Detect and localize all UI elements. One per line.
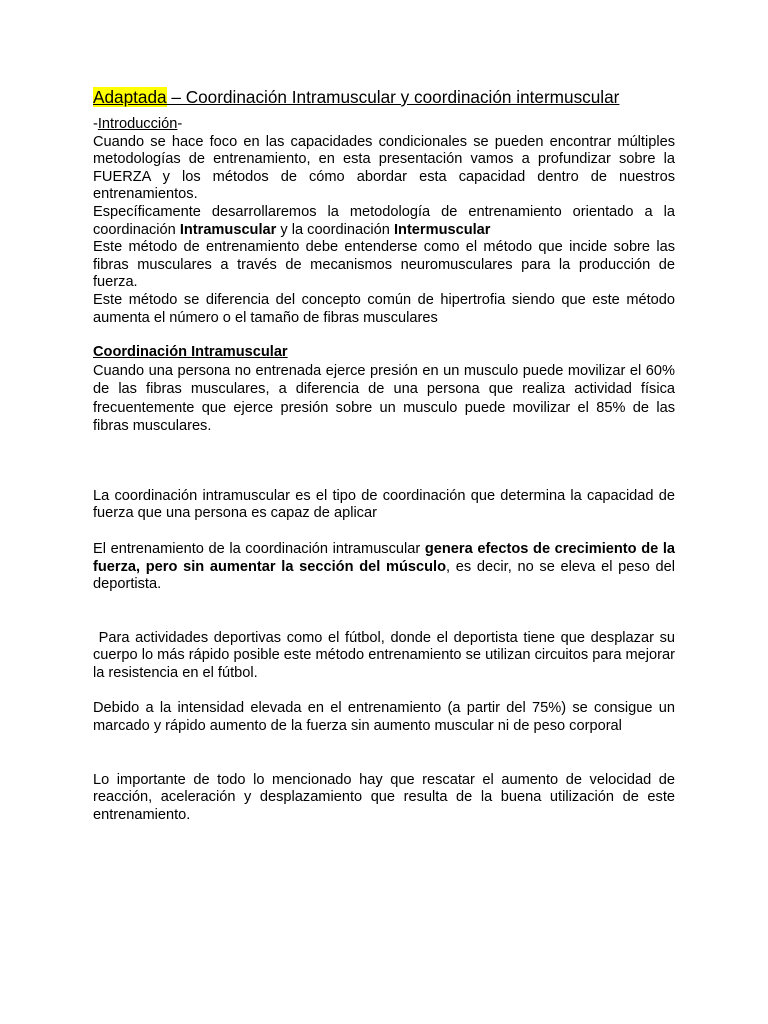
title-highlight: Adaptada	[93, 87, 167, 107]
intro-paragraph-4: Este método se diferencia del concepto común de hipertrofia siendo que este método aumenta el número o el tamaño de fibras musculares	[93, 291, 675, 326]
intro-paragraph-3: Este método de entrenamiento debe entenderse como el método que incide sobre las fibras musculares a través de mecanismos neuromusculares para la producción de fuerza.	[93, 239, 675, 291]
title-text: – Coordinación Intramuscular y coordinación intermuscular	[166, 87, 620, 107]
intramuscular-heading: Coordinación Intramuscular	[93, 344, 288, 361]
intro-paragraph-1: Cuando se hace foco en las capacidades condicionales se pueden encontrar múltiples metodologías de entrenamiento, en esta presentación vamos a profundizar sobre la FUERZA y los métodos de cómo abordar esta capacidad dentro de nuestros entrenamientos.	[93, 133, 675, 203]
intro-label-text: Introducción	[97, 116, 178, 132]
document-title	[93, 86, 675, 108]
document-page	[93, 86, 680, 824]
intra-emphasis: genera efectos de crecimiento de la fuerza, pero sin aumentar la sección del músculo	[93, 540, 675, 575]
intermuscular-term: Intermuscular	[393, 221, 491, 238]
intra-paragraph-1: Cuando una persona no entrenada ejerce presión en un musculo puede movilizar el 60% de las fibras musculares, a diferencia de una persona que realiza actividad física frecuentemente que ejerce presión sobre un musculo puede movilizar el 85% de las fibras musculares.	[93, 362, 675, 435]
intro-label: -Introducción-	[93, 116, 183, 132]
intra-paragraph-4: Para actividades deportivas como el fútbol, donde el deportista tiene que desplazar su cuerpo lo más rápido posible este método entrenamiento se utilizan circuitos para mejorar la resistencia en el fútbol.	[93, 629, 680, 681]
intra-paragraph-6: Lo importante de todo lo mencionado hay que rescatar el aumento de velocidad de reacción, aceleración y desplazamiento que resulta de la buena utilización de este entrenamiento.	[93, 771, 675, 823]
intramuscular-term: Intramuscular	[179, 221, 277, 238]
intro-paragraph-2: Específicamente desarrollaremos la metodología de entrenamiento orientado a la coordinación Intramuscular y la coordinación Intermuscular	[93, 203, 675, 238]
intra-paragraph-5: Debido a la intensidad elevada en el entrenamiento (a partir del 75%) se consigue un marcado y rápido aumento de la fuerza sin aumento muscular ni de peso corporal	[93, 700, 675, 735]
intra-paragraph-2: La coordinación intramuscular es el tipo de coordinación que determina la capacidad de fuerza que una persona es capaz de aplicar	[93, 487, 675, 522]
intra-paragraph-3: El entrenamiento de la coordinación intramuscular genera efectos de crecimiento de la fuerza, pero sin aumentar la sección del músculo, es decir, no se eleva el peso del deportista.	[93, 540, 675, 593]
